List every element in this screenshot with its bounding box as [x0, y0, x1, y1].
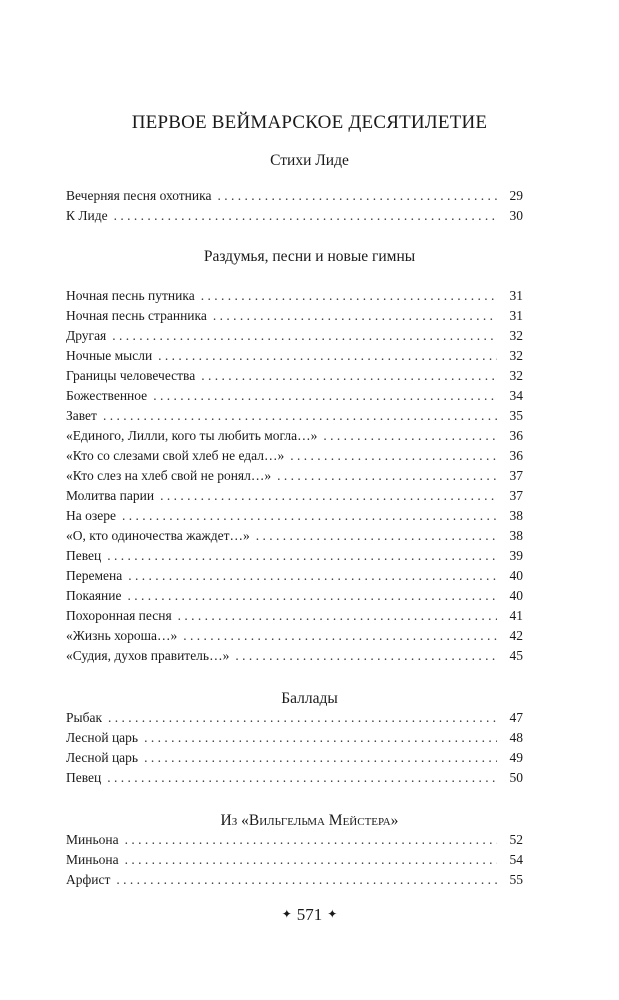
dot-leader: [160, 488, 497, 504]
toc-entry: [66, 188, 523, 208]
dot-leader: [178, 608, 497, 624]
entry-title: «Судия, духов правитель…»: [66, 648, 230, 663]
entry-page: 42: [509, 628, 523, 643]
dot-leader: [112, 328, 497, 344]
entry-page: 40: [509, 588, 523, 603]
entry-page: 29: [509, 188, 523, 203]
toc-entry: [66, 568, 523, 588]
entry-title: На озере: [66, 508, 116, 523]
dot-leader: [213, 308, 497, 324]
entry-title: Ночная песнь путника: [66, 288, 195, 303]
entry-title: Лесной царь: [66, 730, 139, 745]
entry-page: 31: [509, 308, 523, 323]
entry-page: 47: [509, 710, 523, 725]
entry-title: К Лиде: [66, 208, 108, 223]
dot-leader: [217, 188, 497, 204]
dot-leader: [114, 208, 497, 224]
toc-entry: [66, 608, 523, 628]
dot-leader: [103, 408, 497, 424]
entry-title: Лесной царь: [66, 750, 139, 765]
page-footer: [0, 905, 619, 925]
entry-page: 38: [509, 528, 523, 543]
entry-title: Рыбак: [66, 710, 102, 725]
toc-entry: [66, 468, 523, 488]
entry-title: Певец: [66, 770, 102, 785]
toc-entry: [66, 348, 523, 368]
toc-entry: [66, 408, 523, 428]
entry-title: Вечерняя песня охотника: [66, 188, 212, 203]
dot-leader: [256, 528, 497, 544]
toc-entry: [66, 750, 523, 770]
dot-leader: [158, 348, 497, 364]
entry-page: 35: [509, 408, 523, 423]
entry-title: Миньона: [66, 832, 119, 847]
toc-entry: [66, 308, 523, 328]
toc-entry: [66, 528, 523, 548]
toc-entry: [66, 588, 523, 608]
entry-title: Миньона: [66, 852, 119, 867]
toc-entry: [66, 428, 523, 448]
entry-title: Ночная песнь странника: [66, 308, 207, 323]
entry-page: 52: [509, 832, 523, 847]
entry-title: Ночные мысли: [66, 348, 153, 363]
entry-title: Границы человечества: [66, 368, 196, 383]
entry-page: 36: [509, 428, 523, 443]
toc-entry: [66, 832, 523, 852]
entry-page: 32: [509, 368, 523, 383]
toc-entry: [66, 710, 523, 730]
dot-leader: [107, 548, 497, 564]
toc-entry: [66, 628, 523, 648]
dot-leader: [290, 448, 497, 464]
toc-entry: [66, 508, 523, 528]
toc-entry: [66, 448, 523, 468]
entry-page: 38: [509, 508, 523, 523]
dot-leader: [128, 568, 497, 584]
dot-leader: [108, 710, 497, 726]
entry-title: «Кто слез на хлеб свой не ронял…»: [66, 468, 272, 483]
entry-title: Перемена: [66, 568, 123, 583]
toc-entry: [66, 328, 523, 348]
entry-page: 48: [509, 730, 523, 745]
toc-entry: [66, 872, 523, 892]
toc-entry: [66, 388, 523, 408]
entry-title: «Жизнь хороша…»: [66, 628, 178, 643]
toc-entry: [66, 770, 523, 790]
entry-page: 37: [509, 488, 523, 503]
dot-leader: [144, 730, 497, 746]
toc-entry: [66, 208, 523, 228]
entry-page: 36: [509, 448, 523, 463]
entry-page: 50: [509, 770, 523, 785]
entry-title: «О, кто одиночества жаждет…»: [66, 528, 250, 543]
entry-page: 40: [509, 568, 523, 583]
entry-title: Покаяние: [66, 588, 122, 603]
dot-leader: [183, 628, 497, 644]
dot-leader: [201, 368, 497, 384]
dot-leader: [235, 648, 497, 664]
entry-page: 49: [509, 750, 523, 765]
dot-leader: [323, 428, 497, 444]
dot-leader: [144, 750, 497, 766]
dot-leader: [153, 388, 497, 404]
dot-leader: [125, 832, 497, 848]
dot-leader: [201, 288, 497, 304]
toc-entry: [66, 288, 523, 308]
toc-entry: [66, 368, 523, 388]
entry-title: «Единого, Лилли, кого ты любить могла…»: [66, 428, 318, 443]
dot-leader: [122, 508, 497, 524]
entry-title: Молитва парии: [66, 488, 155, 503]
toc-entry: [66, 852, 523, 872]
dot-leader: [125, 852, 497, 868]
section-heading: Из «Вильгельма Мейстера»: [220, 812, 399, 829]
section-heading: Раздумья, песни и новые гимны: [203, 248, 416, 265]
entry-page: 32: [509, 328, 523, 343]
entry-title: Певец: [66, 548, 102, 563]
ornament-left-icon: ✦: [281, 907, 292, 921]
dot-leader: [277, 468, 497, 484]
entry-page: 34: [509, 388, 523, 403]
toc-entry: [66, 488, 523, 508]
entry-title: Завет: [66, 408, 97, 423]
entry-title: Другая: [66, 328, 107, 343]
page-number: 571: [296, 905, 323, 924]
entry-page: 45: [509, 648, 523, 663]
entry-title: «Кто со слезами свой хлеб не едал…»: [66, 448, 285, 463]
entry-page: 39: [509, 548, 523, 563]
entry-title: Арфист: [66, 872, 111, 887]
page-title: ПЕРВОЕ ВЕЙМАРСКОЕ ДЕСЯТИЛЕТИЕ: [131, 112, 488, 133]
entry-page: 55: [509, 872, 523, 887]
dot-leader: [116, 872, 497, 888]
ornament-right-icon: ✦: [327, 907, 338, 921]
entry-title: Божественное: [66, 388, 148, 403]
section-heading: Стихи Лиде: [270, 152, 349, 169]
entry-title: Похоронная песня: [66, 608, 172, 623]
entry-page: 31: [509, 288, 523, 303]
toc-entry: [66, 648, 523, 668]
section-heading: Баллады: [281, 690, 338, 707]
entry-page: 41: [509, 608, 523, 623]
toc-entry: [66, 548, 523, 568]
toc-entry: [66, 730, 523, 750]
entry-page: 37: [509, 468, 523, 483]
dot-leader: [107, 770, 497, 786]
entry-page: 32: [509, 348, 523, 363]
entry-page: 54: [509, 852, 523, 867]
entry-page: 30: [509, 208, 523, 223]
dot-leader: [128, 588, 498, 604]
